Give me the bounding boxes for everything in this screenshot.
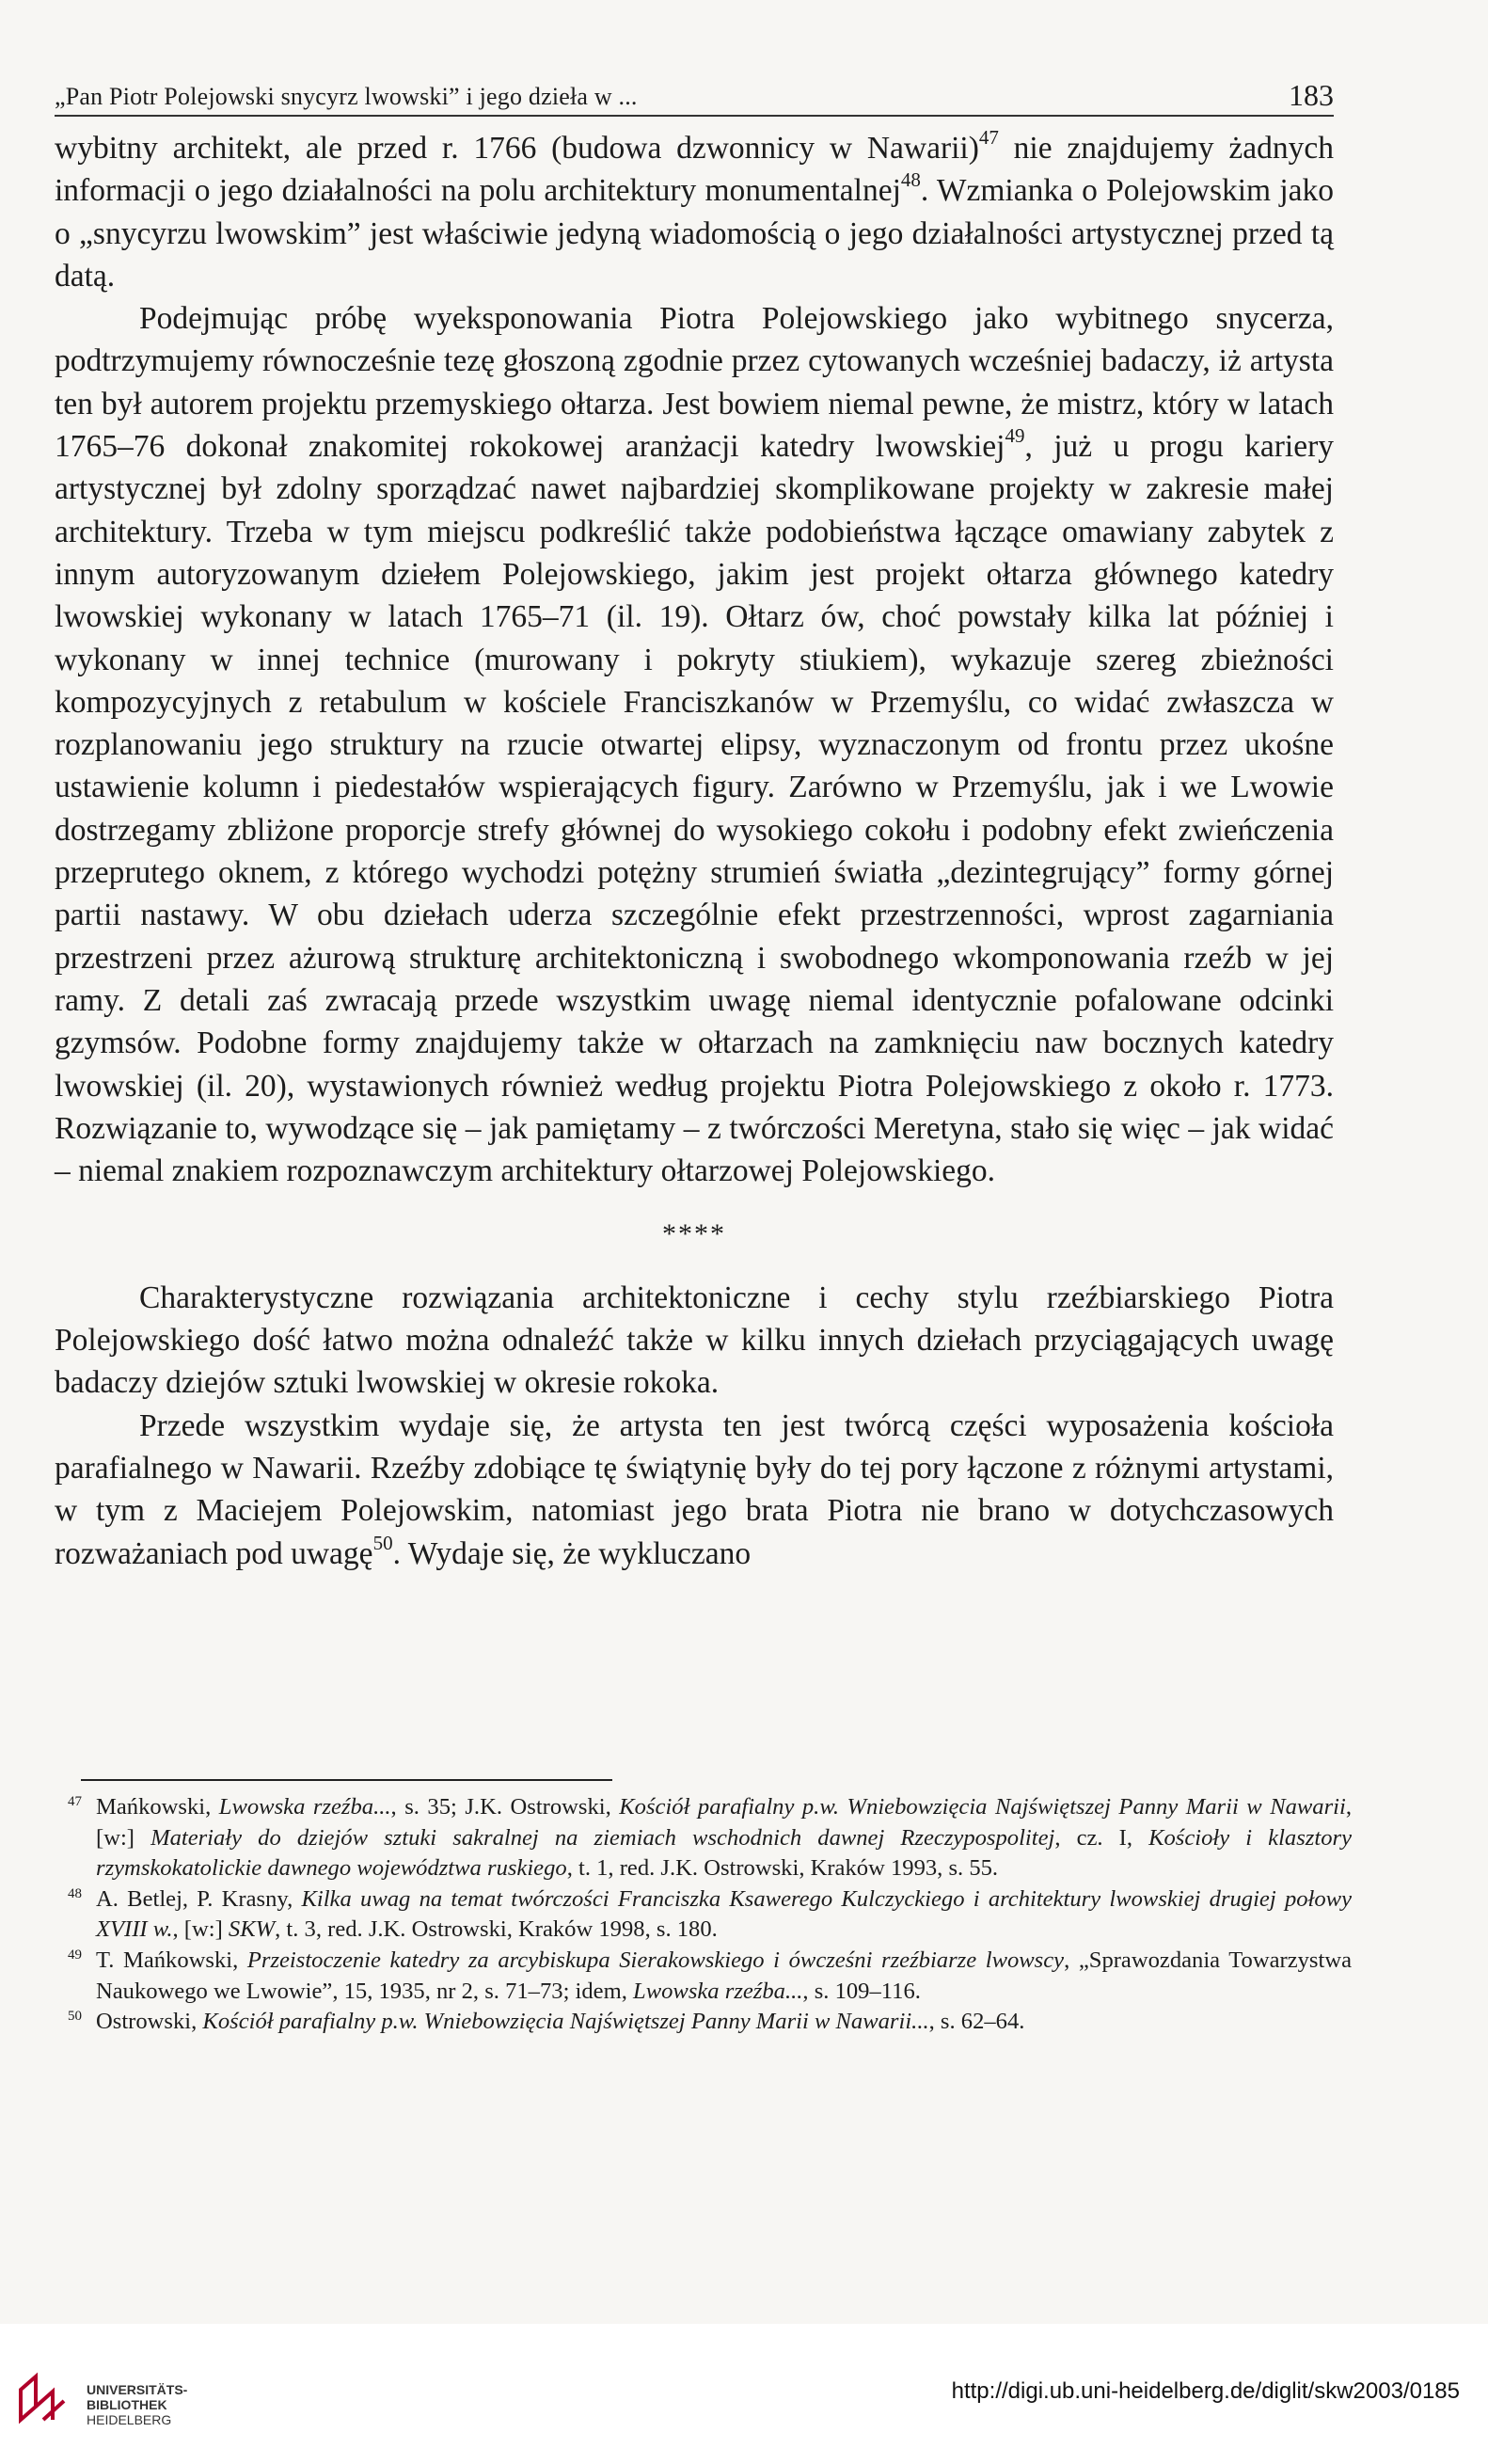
footnote-number: 50: [68, 2009, 82, 2025]
paragraph: [55, 1405, 1334, 1575]
paragraphs-before-separator: [55, 127, 1334, 1192]
footnote-italic-title: Kilka uwag na temat twórczości Franciszka Ksawerego Kulczyckiego i architektury lwowskiej drugiej połowy XVIII w.: [96, 1885, 1352, 1943]
footnote-italic-title: SKW: [228, 1916, 276, 1943]
footnote-italic-title: Kościół parafialny p.w. Wniebowzięcia Najświętszej Panny Marii w Nawarii...: [202, 2009, 929, 2035]
paragraph-text: Przede wszystkim wydaje się, że artysta ten jest twórcą części wyposażenia kościoła parafialnego w Nawarii. Rzeźby zdobiące tę świątynię były do tej pory łączone z różnymi artystami, w tym z Maciejem Polejowskim, natomiast jego brata Piotra nie brano w dotychczasowych rozważaniach pod uwagę: [55, 1407, 1334, 1571]
running-title: „Pan Piotr Polejowski snycyrz lwowski” i jego dzieła w ...: [55, 83, 638, 110]
footnote-number: 49: [68, 1947, 82, 1963]
running-header: [55, 68, 1334, 117]
footnote-text: Mańkowski,: [96, 1794, 219, 1820]
paragraph-text: . Wzmianka o Polejowskim jako o „snycyrzu lwowskim” jest właściwie jedyną wiadomością o jego działalności artystycznej przed tą datą.: [55, 173, 1335, 294]
footnote: [68, 2007, 1352, 2038]
footnote-reference: 49: [1005, 424, 1025, 448]
library-name-line2: BIBLIOTHEK: [87, 2397, 167, 2412]
footnotes: [68, 1792, 1352, 2038]
body-text: [55, 127, 1334, 1575]
footnote-reference: 50: [372, 1531, 393, 1554]
source-url-link[interactable]: http://digi.ub.uni-heidelberg.de/diglit/skw2003/0185: [951, 2378, 1460, 2404]
section-separator: ****: [662, 1218, 726, 1250]
footnote-text: , „Sprawozdania Towarzystwa Naukowego we Lwowie”, 15, 1935, nr 2, s. 71–73; idem,: [96, 1947, 1352, 2004]
footnote-reference: 48: [900, 168, 921, 192]
paragraph-text: , już u progu kariery artystycznej był zdolny sporządzać nawet najbardziej skomplikowane projekty w zakresie małej architektury. Trzeba w tym miejscu podkreślić także podobieństwa łączące omawiany zabytek z innym autoryzowanym dziełem Polejowskiego, jakim jest projekt ołtarza głównego katedry lwowskiej wykonany w latach 1765–71 (il. 19). Ołtarz ów, choć powstały kilka lat później i wykonany w innej technice (murowany i pokryty stiukiem), wykazuje szereg zbieżności kompozycyjnych z retabulum w kościele Franciszkanów w Przemyślu, co widać zwłaszcza w rozplanowaniu jego struktury na rzucie otwartej elipsy, wyznaczonym od frontu przez ukośne ustawienie kolumn i piedestałów wspierających figury. Zarówno w Przemyślu, jak i we Lwowie dostrzegamy zbliżone proporcje strefy głównej do wysokiego cokołu i podobny efekt zwieńczenia przeprutego oknem, z którego wychodzi potężny strumień światła „dezintegrujący” formy górnej partii nastawy. W obu dziełach uderza szczególnie efekt przestrzenności, wprost zagarniania przestrzeni przez ażurową strukturę architektoniczną i swobodnego wkomponowania rzeźb w jej ramy. Z detali zaś zwracają przede wszystkim uwagę niemal identycznie pofalowane odcinki gzymsów. Podobne formy znajdujemy także w ołtarzach na zamknięciu naw bocznych katedry lwowskiej (il. 20), wystawionych również według projektu Piotra Polejowskiego z około r. 1773. Rozwiązanie to, wywodzące się – jak pamiętamy – z twórczości Meretyna, stało się więc – jak widać – niemal znakiem rozpoznawczym architektury ołtarzowej Polejowskiego.: [55, 429, 1334, 1189]
footnote: [68, 1884, 1352, 1946]
footnote-reference: 47: [978, 126, 999, 149]
paragraphs-after-separator: [55, 1277, 1334, 1575]
footnote-text: , [w:]: [96, 1794, 1352, 1851]
paragraph: [55, 297, 1334, 1192]
footnote-number: 48: [68, 1885, 82, 1901]
footnote-text: , s. 35; J.K. Ostrowski,: [390, 1794, 620, 1820]
footnote-italic-title: Przeistoczenie katedry za arcybiskupa Sierakowskiego i ówcześni rzeźbiarze lwowscy: [246, 1947, 1065, 1973]
footnote-italic-title: Materiały do dziejów sztuki sakralnej na ziemiach wschodnich dawnej Rzeczypospolitej: [150, 1824, 1055, 1851]
footnote-italic-title: Kościoły i klasztory rzymskokatolickie dawnego województwa ruskiego: [96, 1824, 1352, 1882]
paragraph-text: Podejmując próbę wyeksponowania Piotra Polejowskiego jako wybitnego snycerza, podtrzymujemy równocześnie tezę głoszoną zgodnie przez cytowanych wcześniej badaczy, iż artysta ten był autorem projektu przemyskiego ołtarza. Jest bowiem niemal pewne, że mistrz, który w latach 1765–76 dokonał znakomitej rokokowej aranżacji katedry lwowskiej: [55, 301, 1334, 465]
paragraph-text: nie znajdujemy żadnych informacji o jego działalności na polu architektury monumentalnej: [55, 131, 1334, 209]
footnote-text: T. Mańkowski,: [96, 1947, 247, 1973]
footnote: [68, 1792, 1352, 1884]
footnote-italic-title: Lwowska rzeźba...: [633, 1978, 803, 2004]
paragraph-text: wybitny architekt, ale przed r. 1766 (budowa dzwonnicy w Nawarii): [55, 131, 979, 166]
footnote: [68, 1946, 1352, 2007]
footnote-number: 47: [68, 1794, 82, 1809]
paragraph-text: Charakterystyczne rozwiązania architektoniczne i cechy stylu rzeźbiarskiego Piotra Polejowskiego dość łatwo można odnaleźć także w kilku innych dziełach przyciągających uwagę badaczy dziejów sztuki lwowskiej w okresie rokoka.: [55, 1280, 1334, 1401]
library-name-line1: UNIVERSITÄTS-: [87, 2382, 188, 2397]
page-number: 183: [1289, 78, 1334, 112]
footnote-text: , s. 109–116.: [802, 1978, 921, 2004]
library-name: [87, 2382, 187, 2427]
footnote-text: , cz. I,: [1054, 1824, 1149, 1851]
footnote-italic-title: Kościół parafialny p.w. Wniebowzięcia Najświętszej Panny Marii w Nawarii: [619, 1794, 1346, 1820]
library-name-line3: HEIDELBERG: [87, 2412, 172, 2427]
library-logo-icon: [15, 2371, 70, 2425]
footnote-rule: [81, 1779, 612, 1781]
footnote-text: , t. 3, red. J.K. Ostrowski, Kraków 1998, s. 180.: [275, 1916, 718, 1943]
footnote-text: , s. 62–64.: [928, 2009, 1025, 2035]
paragraph: [55, 1277, 1334, 1405]
paragraph: [55, 127, 1334, 297]
footnote-text: Ostrowski,: [96, 2009, 203, 2035]
footnote-text: , t. 1, red. J.K. Ostrowski, Kraków 1993, s. 55.: [566, 1855, 999, 1882]
paragraph-text: . Wydaje się, że wykluczano: [392, 1535, 752, 1571]
footnote-text: A. Betlej, P. Krasny,: [96, 1885, 302, 1912]
footnote-text: , [w:]: [172, 1916, 229, 1943]
footnote-italic-title: Lwowska rzeźba...: [218, 1794, 391, 1820]
